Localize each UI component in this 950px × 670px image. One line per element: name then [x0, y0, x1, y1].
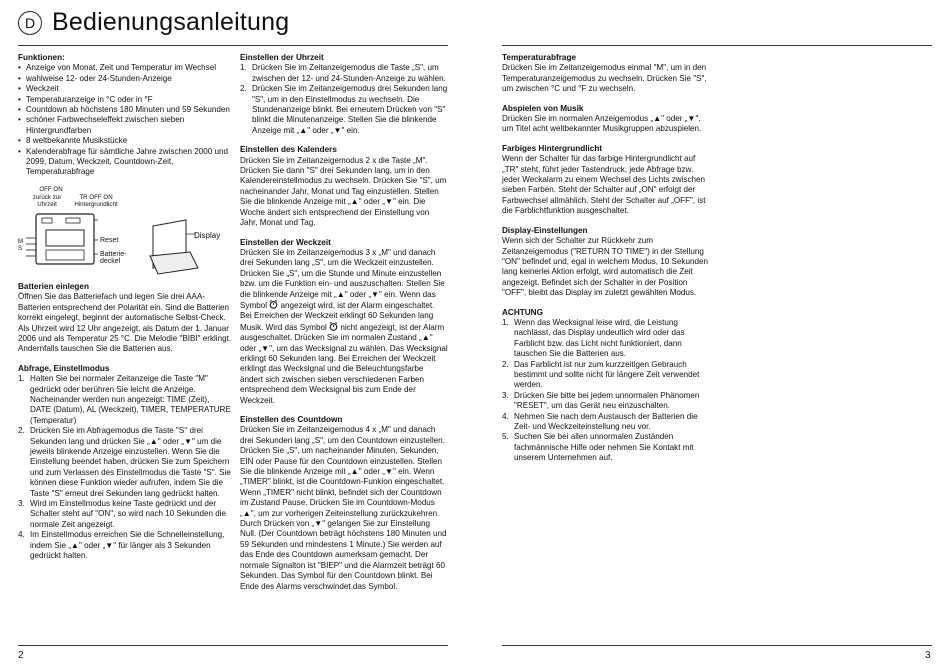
list-item: 2. Drücken Sie im Abfragemodus die Taste "S" drei Sekunden lang und drücken Sie „▲" oder „▼" um die jeweils blinkende Anzeige einzustellen. Wenn Sie die Einstellung beendet haben, drücken Sie zum Speichern und zum Verlassen des Einstellmodus die Taste "S". Sie können diese Funktion wieder aufrufen, indem Sie die Taste "S" erneut drei Sekunden lang gedrückt halten. [18, 426, 231, 498]
list-item: 3. Drücken Sie bitte bei jedem unnormalen Phänomen "RESET", um das Gerät neu einzuschalten. [502, 390, 700, 411]
clock-list [240, 63, 448, 136]
display-section [502, 226, 710, 299]
display-text: Wenn sich der Schalter zur Rückkehr zum Zeitanzeigemodus ("RETURN TO TIME") in der Stellung "ON" befindet und, egal in welchem Modus, 10 Sekunden lang keinerlei Aktion erfolgt, wird automatisch die Zeit angezeigt. Befindet sich der Schalter in der Position "OFF", bleibt das Display im zuletzt gewählten Modus. [502, 236, 708, 298]
device-diagram [18, 185, 232, 276]
footer-rule-right [502, 645, 932, 646]
setup-heading: Abfrage, Einstellmodus [18, 363, 110, 373]
list-item: • 8 weltbekannte Musikstücke [26, 136, 232, 146]
list-item: • Countdown ab höchstens 180 Minuten und 59 Sekunden [26, 105, 232, 115]
alarm-section [240, 238, 448, 407]
list-item: • Anzeige von Monat, Zeit und Temperatur im Wechsel [26, 63, 232, 73]
list-item: 4. Im Einstellmodus erreichen Sie die Schnelleinstellung, indem Sie „▲" oder „▼" für länger als 3 Sekunden gedrückt halten. [18, 530, 225, 561]
alarm-clock-icon [329, 322, 338, 331]
batteries-section [18, 282, 232, 355]
list-item: • wahlweise 12- oder 24-Stunden-Anzeige [26, 74, 232, 84]
diagram-label-off-on: OFF ON [39, 185, 63, 193]
list-item: 4. Nehmen Sie nach dem Austausch der Batterien die Zeit- und Weckzeiteinstellung neu vor. [502, 411, 698, 431]
page-number-right: 3 [925, 650, 931, 661]
column-3 [502, 53, 710, 473]
display-heading: Display-Einstellungen [502, 225, 588, 235]
list-item: 2. Das Farblicht ist nur zum kurzzeitigen Gebrauch bestimmt und sollte nicht für längere Zeit verwendet werden. [502, 359, 700, 390]
warning-section [502, 308, 710, 464]
diagram-label-display: Display [194, 230, 221, 240]
list-item: • Weckzeit [26, 84, 232, 94]
list-item: 3. Wird im Einstellmodus keine Taste gedrückt und der Schalter steht auf "ON", so wird nach 10 Sekunden die normale Zeit angezeigt. [18, 499, 227, 529]
clock-section [240, 53, 448, 136]
diagram-label-ms: M S [18, 237, 24, 253]
page-number-left: 2 [18, 650, 24, 661]
list-item: 2. Drücken Sie im Zeitanzeigemodus drei Sekunden lang "S", um in den Einstellmodus zu wechseln. Die Stundenanzeige blinkt. Bei erneutem Drücken von "S" blinkt die Minutenanzeige. Stellen Sie die blinkende Anzeige mit „▲" oder „▼" ein. [240, 84, 448, 135]
diagram-label-reset: Reset [100, 236, 119, 244]
page-header [18, 8, 289, 37]
setup-section [18, 364, 232, 562]
countdown-text: Drücken Sie im Zeitanzeigemodus 4 x „M" und danach drei Sekunden lang „S", um den Countdown einzustellen. Drücken Sie „S", um nacheinander Minuten, Sekunden, EIN oder Pause für den Countdown einzustellen. Stellen Sie die blinkende Anzeige mit „▲" oder „▼" ein. Wenn „TIMER" blinkt, ist die Countdown-Funkion eingeschaltet. Wenn „TIMER" nicht blinkt, befindet sich der Countdown im Zustand Pause. Drücken Sie im Countdown-Modus „▲", um zur vorherigen Zeiteinstellung zurückzukehren. Durch Drücken von „▼" gelangen Sie zur Einstellung Null. (Der Countdown beträgt höchstens 180 Minuten und 59 Sekunden und mindestens 1 Minute.) Sie werden auf das Ende des Countdown aumerksam gemacht. Der normale Signalton ist "BIEP" und die Alarmzeit beträgt 60 Sekunden. Das Symbol für den Countdown blinkt. Bei Ende des Alarms verschwindet das Symbol. [240, 425, 447, 591]
temperature-text: Drücken Sie im Zeitanzeigemodus einmal "M", um in den Temperaturanzeigemodus zu wechseln. Drücken Sie "S", um zwischen °C und °F zu wechseln. [502, 63, 707, 94]
batteries-heading: Batterien einlegen [18, 281, 89, 291]
diagram-label-battery-cover: Batterie-deckel [100, 250, 127, 266]
alarm-text: Drücken Sie im Zeitanzeigemodus 3 x „M" und danach drei Sekunden lang „S", um die Weckzeit einzustellen. Drücken Sie „S", um die Stunde und Minute einzustellen bzw. um die Funktion ein- und auszuschalten. Stellen Sie die blinkende Anzeige mit „▲" oder „▼" ein. Wenn das Symbol angezeigt wird, ist der Alarm eingeschaltet. Bei Erreichen der Weckzeit erklingt 60 Sekunden lang Musik. Wird das Symbol nicht angezeigt, ist der Alarm ausgeschaltet. Drücken Sie im normalen Zustand „▲" oder „▼", um das Wecksignal zu wählen. Das Wecksignal erklingt 60 Sekunden lang. Bei Erreichen der Weckzeit erklingt das Wecksignal und die Beleuchtungsfarbe ändert sich zwischen sieben verschiedenen Farben entsprechend dem Wecksignal bis zum Ende der Weckzeit. [240, 247, 448, 405]
alarm-clock-icon [269, 300, 278, 309]
batteries-text: Öffnen Sie das Batteriefach und legen Sie drei AAA-Batterien entsprechend der Polarität ein. Sind die Batterien korrekt eingelegt, beginnt der automatische Selbst-Check. Als Uhrzeit wird 12 Uhr angezeigt, als Datum der 1. Januar 2006 und als Temperatur 25 °C. Die Melodie "BIBI" erklingt. Andernfalls tauschen Sie die Batterien aus. [18, 292, 232, 354]
music-section [502, 104, 710, 135]
column-1 [18, 53, 232, 570]
list-item: 1. Wenn das Wecksignal leise wird, die Leistung nachlässt, das Display undeutlich wird oder das Farblicht bzw. das Licht nicht funktioniert, dann tauschen Sie die Batterien aus. [502, 317, 685, 359]
diagram-label-tr-off-on: TR OFF ON [79, 193, 113, 201]
backlight-section [502, 144, 710, 217]
warning-list [502, 318, 710, 464]
calendar-section [240, 145, 448, 228]
alarm-heading: Einstellen der Weckzeit [240, 237, 331, 247]
language-badge: D [18, 11, 42, 35]
functions-section [18, 53, 232, 178]
countdown-section [240, 415, 448, 592]
list-item: • Kalenderabfrage für sämtliche Jahre zwischen 2000 und 2099, Datum, Weckzeit, Countdown-Zeit, Temperaturabfrage [26, 147, 232, 178]
countdown-heading: Einstellen des Countdown [240, 415, 343, 424]
calendar-heading: Einstellen des Kalenders [240, 145, 337, 155]
list-item: 1. Drücken Sie im Zeitanzeigemodus die Taste „S", um zwischen der 12- und 24-Stunden-Anzeige zu wählen. [240, 63, 446, 83]
list-item: • Temperaturanzeige in °C oder in °F [26, 95, 232, 105]
column-2 [240, 53, 448, 601]
functions-list [18, 63, 232, 177]
backlight-text: Wenn der Schalter für das farbige Hintergrundlicht auf „TR" steht, führt jeder Tastendruck, jede Abfrage bzw. jeder Weckalarm zu einem Wechsel des Lichts zwischen sieben Farben. Steht der Schalter auf „ON" erfolgt der Farbwechsel allmählich. Steht der Schalter auf „OFF", ist die Farblichtfunktion ausgeschaltet. [502, 154, 706, 216]
list-item: 5. Suchen Sie bei allen unnormalen Zuständen fachmännische Hilfe oder nehmen Sie Kontakt mit unserem Unternehmen auf. [502, 432, 694, 463]
footer-rule-left [18, 645, 448, 646]
page-title: Bedienungsanleitung [52, 8, 290, 36]
setup-list [18, 374, 232, 561]
list-item: • schöner Farbwechseleffekt zwischen sieben Hintergrundfarben [26, 115, 232, 136]
header-rule-right [502, 45, 932, 46]
music-text: Drücken Sie im normalen Anzeigemodus „▲" oder „▼", um Titel acht weltbekannter Musikgruppen abzuspielen. [502, 114, 702, 134]
temperature-section [502, 53, 710, 95]
calendar-text: Drücken Sie im Zeitanzeigemodus 2 x die Taste „M". Drücken Sie dann "S" drei Sekunden lang, um in den Kalendereinstellmodus zu wechseln. Drücken Sie "S", um nacheinander Jahr, Monat und Tag einzustellen. Stellen Sie die blinkende Anzeige mit „▲" oder „▼" ein. Die Woche ändert sich entsprechend der Einstellung von Jahr, Monat und Tag. [240, 155, 447, 228]
functions-heading: Funktionen: [18, 53, 65, 62]
diagram-label-return: zurück zur Uhrzeit [32, 193, 62, 209]
header-rule-left [18, 45, 448, 46]
music-heading: Abspielen von Musik [502, 103, 584, 113]
list-item: 1. Halten Sie bei normaler Zeitanzeige die Taste "M" gedrückt oder berühren Sie leicht die Anzeige. Nacheinander werden nun angezeigt: TIME (Zeit), DATE (Datum), AL (Weckzeit), TIMER, TEMPERATURE (Temperatur) [18, 374, 231, 425]
backlight-heading: Farbiges Hintergrundlicht [502, 143, 603, 153]
diagram-label-backlight: Hintergrundlicht [74, 200, 118, 208]
clock-heading: Einstellen der Uhrzeit [240, 53, 324, 62]
temperature-heading: Temperaturabfrage [502, 53, 577, 62]
warning-heading: ACHTUNG [502, 307, 543, 317]
